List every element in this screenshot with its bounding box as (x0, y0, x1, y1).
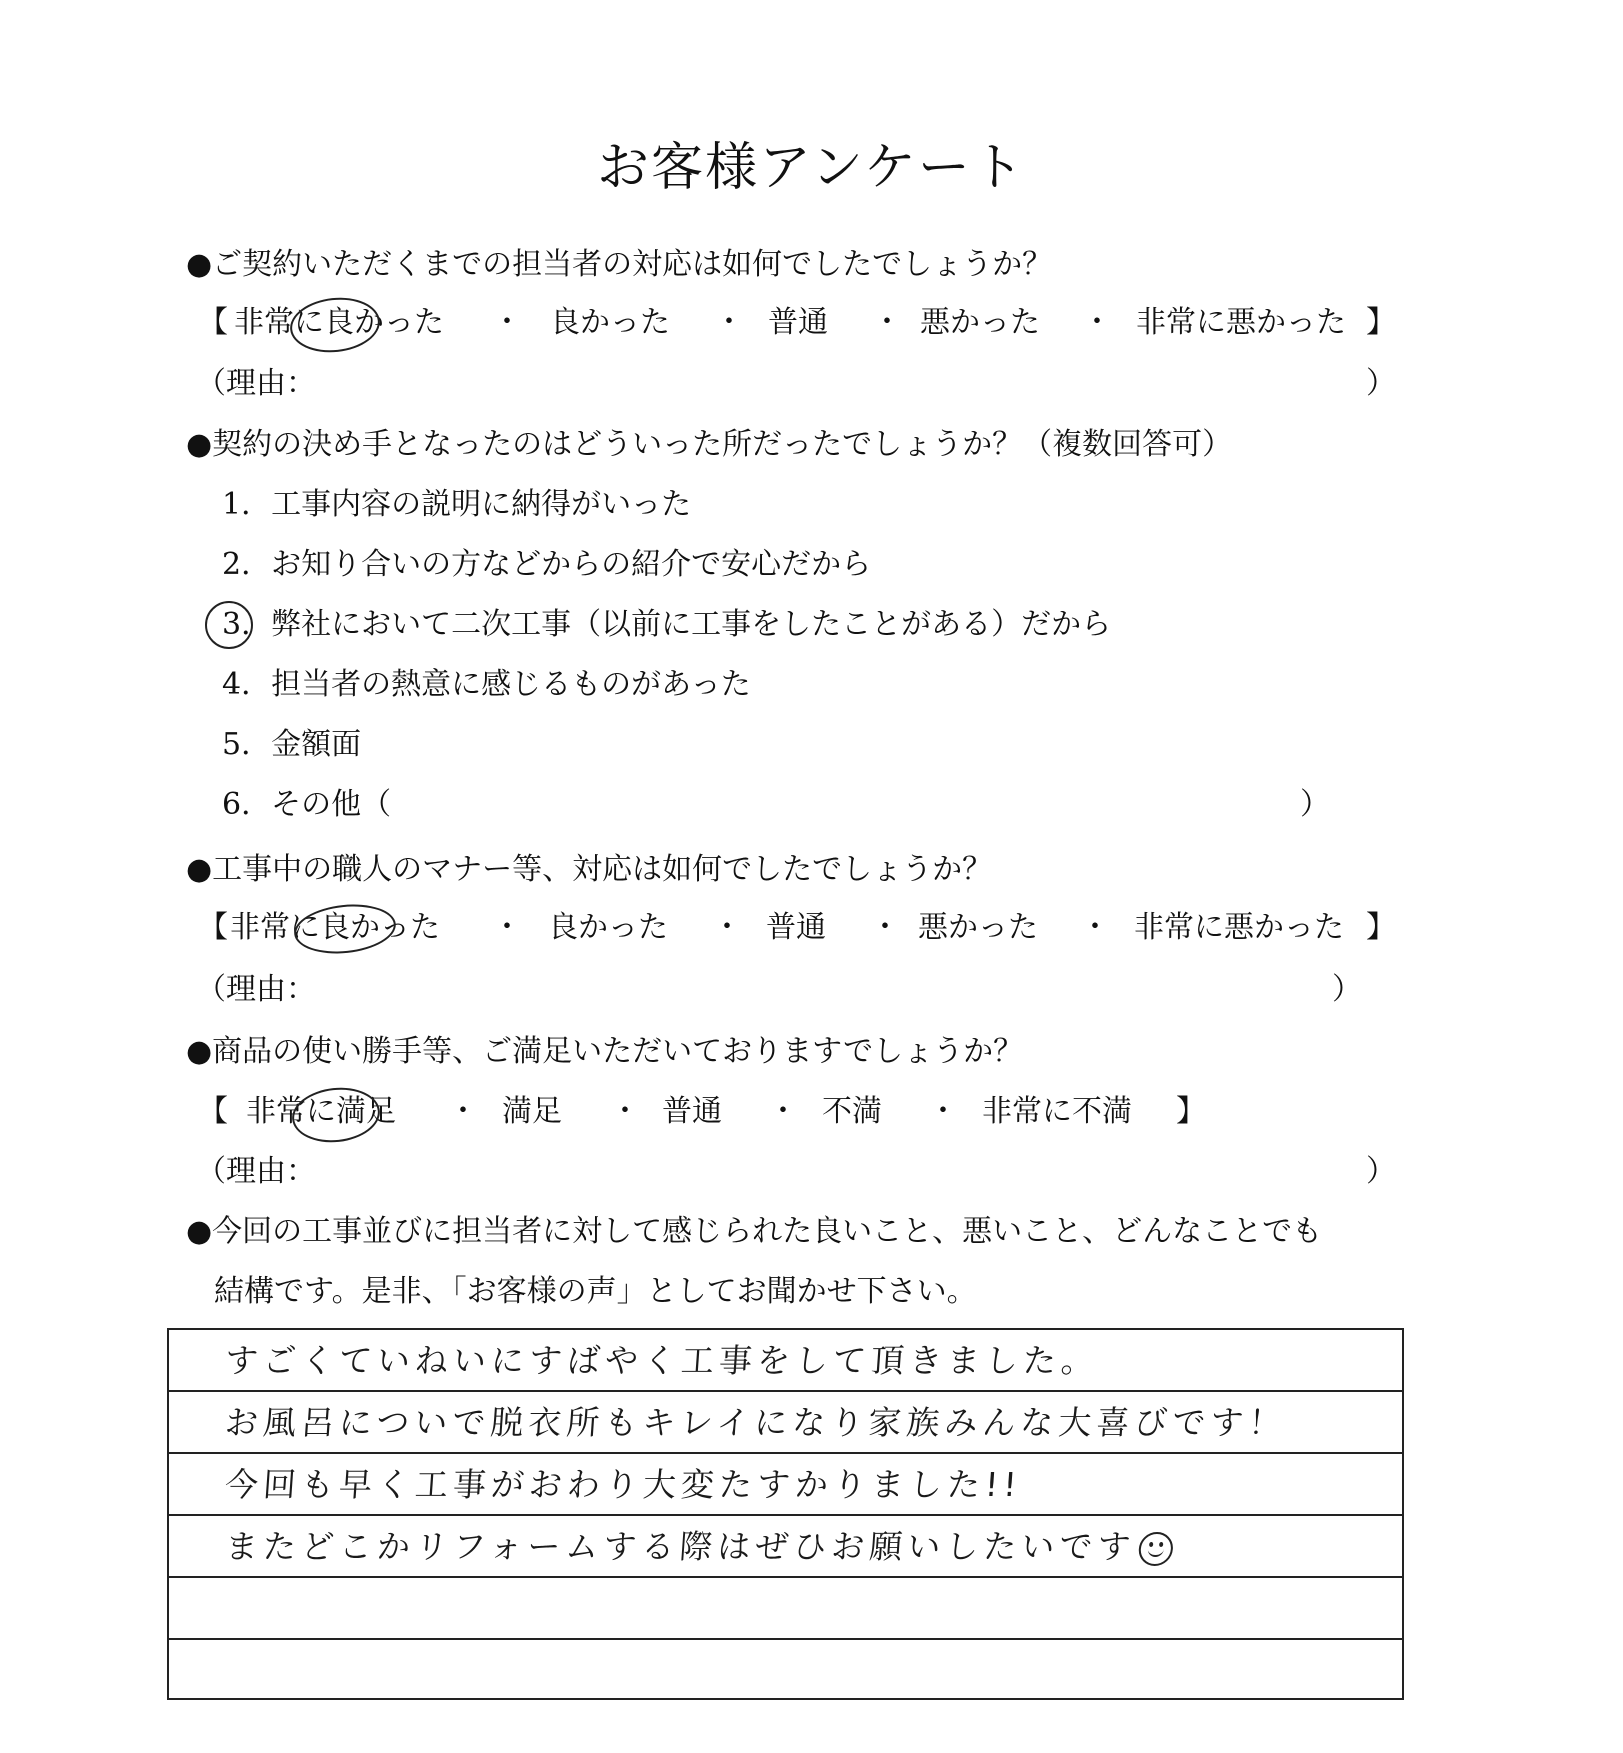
bracket-open: 【 (198, 910, 228, 945)
option-very-satisfied[interactable]: 非常に満足 (246, 1094, 396, 1129)
choice-number: 4． (222, 667, 272, 702)
choice-text: 担当者の熱意に感じるものがあった (271, 667, 751, 702)
option-very-good[interactable]: 非常に良かった (234, 305, 444, 340)
choice-2[interactable] (222, 545, 871, 585)
bracket-close: 】 (1366, 910, 1396, 945)
choice-text: 金額面 (271, 727, 362, 762)
selection-circle (205, 601, 253, 649)
separator: ・ (1080, 910, 1110, 945)
option-normal[interactable]: 普通 (768, 305, 828, 340)
reason-close: ） (1332, 972, 1362, 1007)
separator: ・ (712, 910, 742, 945)
choice-number: 1． (222, 487, 272, 522)
separator: ・ (870, 910, 900, 945)
choice-5[interactable] (222, 725, 361, 765)
reason-close: ） (1366, 366, 1396, 401)
option-normal[interactable]: 普通 (662, 1094, 722, 1129)
choice-3[interactable] (222, 605, 1111, 645)
separator: ・ (492, 305, 522, 340)
question-1: ●ご契約いただくまでの担当者の対応は如何でしたでしょうか？ (186, 247, 1053, 282)
question-5-continued: 結構です。是非、「お客様の声」としてお聞かせ下さい。 (214, 1274, 977, 1309)
option-good[interactable]: 良かった (550, 305, 670, 340)
comment-row-empty (169, 1640, 1402, 1702)
question-2: ●契約の決め手となったのはどういった所だったでしょうか？（複数回答可） (186, 427, 1233, 462)
bracket-close: 】 (1176, 1094, 1206, 1129)
option-very-bad[interactable]: 非常に悪かった (1134, 910, 1344, 945)
question-4: ●商品の使い勝手等、ご満足いただいておりますでしょうか？ (186, 1034, 1024, 1069)
comment-text: お風呂についで脱衣所もキレイになり家族みんな大喜びです！ (223, 1403, 1288, 1442)
reason-label: （理由： (196, 366, 316, 401)
option-satisfied[interactable]: 満足 (502, 1094, 562, 1129)
separator: ・ (928, 1094, 958, 1129)
comment-text: すごくていねいにすばやく工事をして頂きました。 (223, 1341, 1101, 1380)
comment-text: またどこかリフォームする際はぜひお願いしたいです (223, 1527, 1137, 1566)
separator: ・ (768, 1094, 798, 1129)
question-3: ●工事中の職人のマナー等、対応は如何でしたでしょうか？ (186, 852, 993, 887)
bracket-open: 【 (198, 305, 228, 340)
comment-row (169, 1330, 1402, 1392)
separator: ・ (492, 910, 522, 945)
other-close: ） (1300, 787, 1330, 822)
comment-row (169, 1516, 1402, 1578)
choice-text: お知り合いの方などからの紹介で安心だから (271, 547, 872, 582)
option-bad[interactable]: 悪かった (918, 910, 1038, 945)
survey-title: お客様アンケート (597, 138, 1026, 198)
option-good[interactable]: 良かった (548, 910, 668, 945)
choice-text: 弊社において二次工事（以前に工事をしたことがある）だから (271, 607, 1112, 642)
comment-row (169, 1454, 1402, 1516)
question-5: ●今回の工事並びに担当者に対して感じられた良いこと、悪いこと、どんなことでも (186, 1214, 1323, 1249)
option-very-good[interactable]: 非常に良かった (230, 910, 440, 945)
choice-text: その他（ (271, 787, 392, 822)
smiley-icon (1138, 1532, 1174, 1566)
choice-number: 6． (222, 787, 272, 822)
choice-number: 5． (222, 727, 272, 762)
option-normal[interactable]: 普通 (766, 910, 826, 945)
option-very-unsatisfied[interactable]: 非常に不満 (982, 1094, 1132, 1129)
choice-6[interactable] (222, 785, 391, 825)
option-bad[interactable]: 悪かった (920, 305, 1040, 340)
choice-number: 3． (222, 607, 272, 642)
separator: ・ (1082, 305, 1112, 340)
choice-4[interactable] (222, 665, 751, 705)
bracket-close: 】 (1366, 305, 1396, 340)
comment-row-empty (169, 1578, 1402, 1640)
bracket-open: 【 (198, 1094, 228, 1129)
choice-number: 2． (222, 547, 272, 582)
separator: ・ (610, 1094, 640, 1129)
separator: ・ (872, 305, 902, 340)
comment-line (224, 1526, 1175, 1568)
reason-label: （理由： (196, 972, 316, 1007)
separator: ・ (448, 1094, 478, 1129)
choice-1[interactable] (222, 485, 691, 525)
reason-label: （理由： (196, 1154, 316, 1189)
option-very-bad[interactable]: 非常に悪かった (1136, 305, 1346, 340)
comment-box[interactable] (167, 1328, 1404, 1700)
option-unsatisfied[interactable]: 不満 (822, 1094, 882, 1129)
choice-text: 工事内容の説明に納得がいった (271, 487, 692, 522)
comment-text: 今回も早く工事がおわり大変たすかりました!! (223, 1465, 1023, 1504)
reason-close: ） (1366, 1154, 1396, 1189)
comment-row (169, 1392, 1402, 1454)
separator: ・ (714, 305, 744, 340)
